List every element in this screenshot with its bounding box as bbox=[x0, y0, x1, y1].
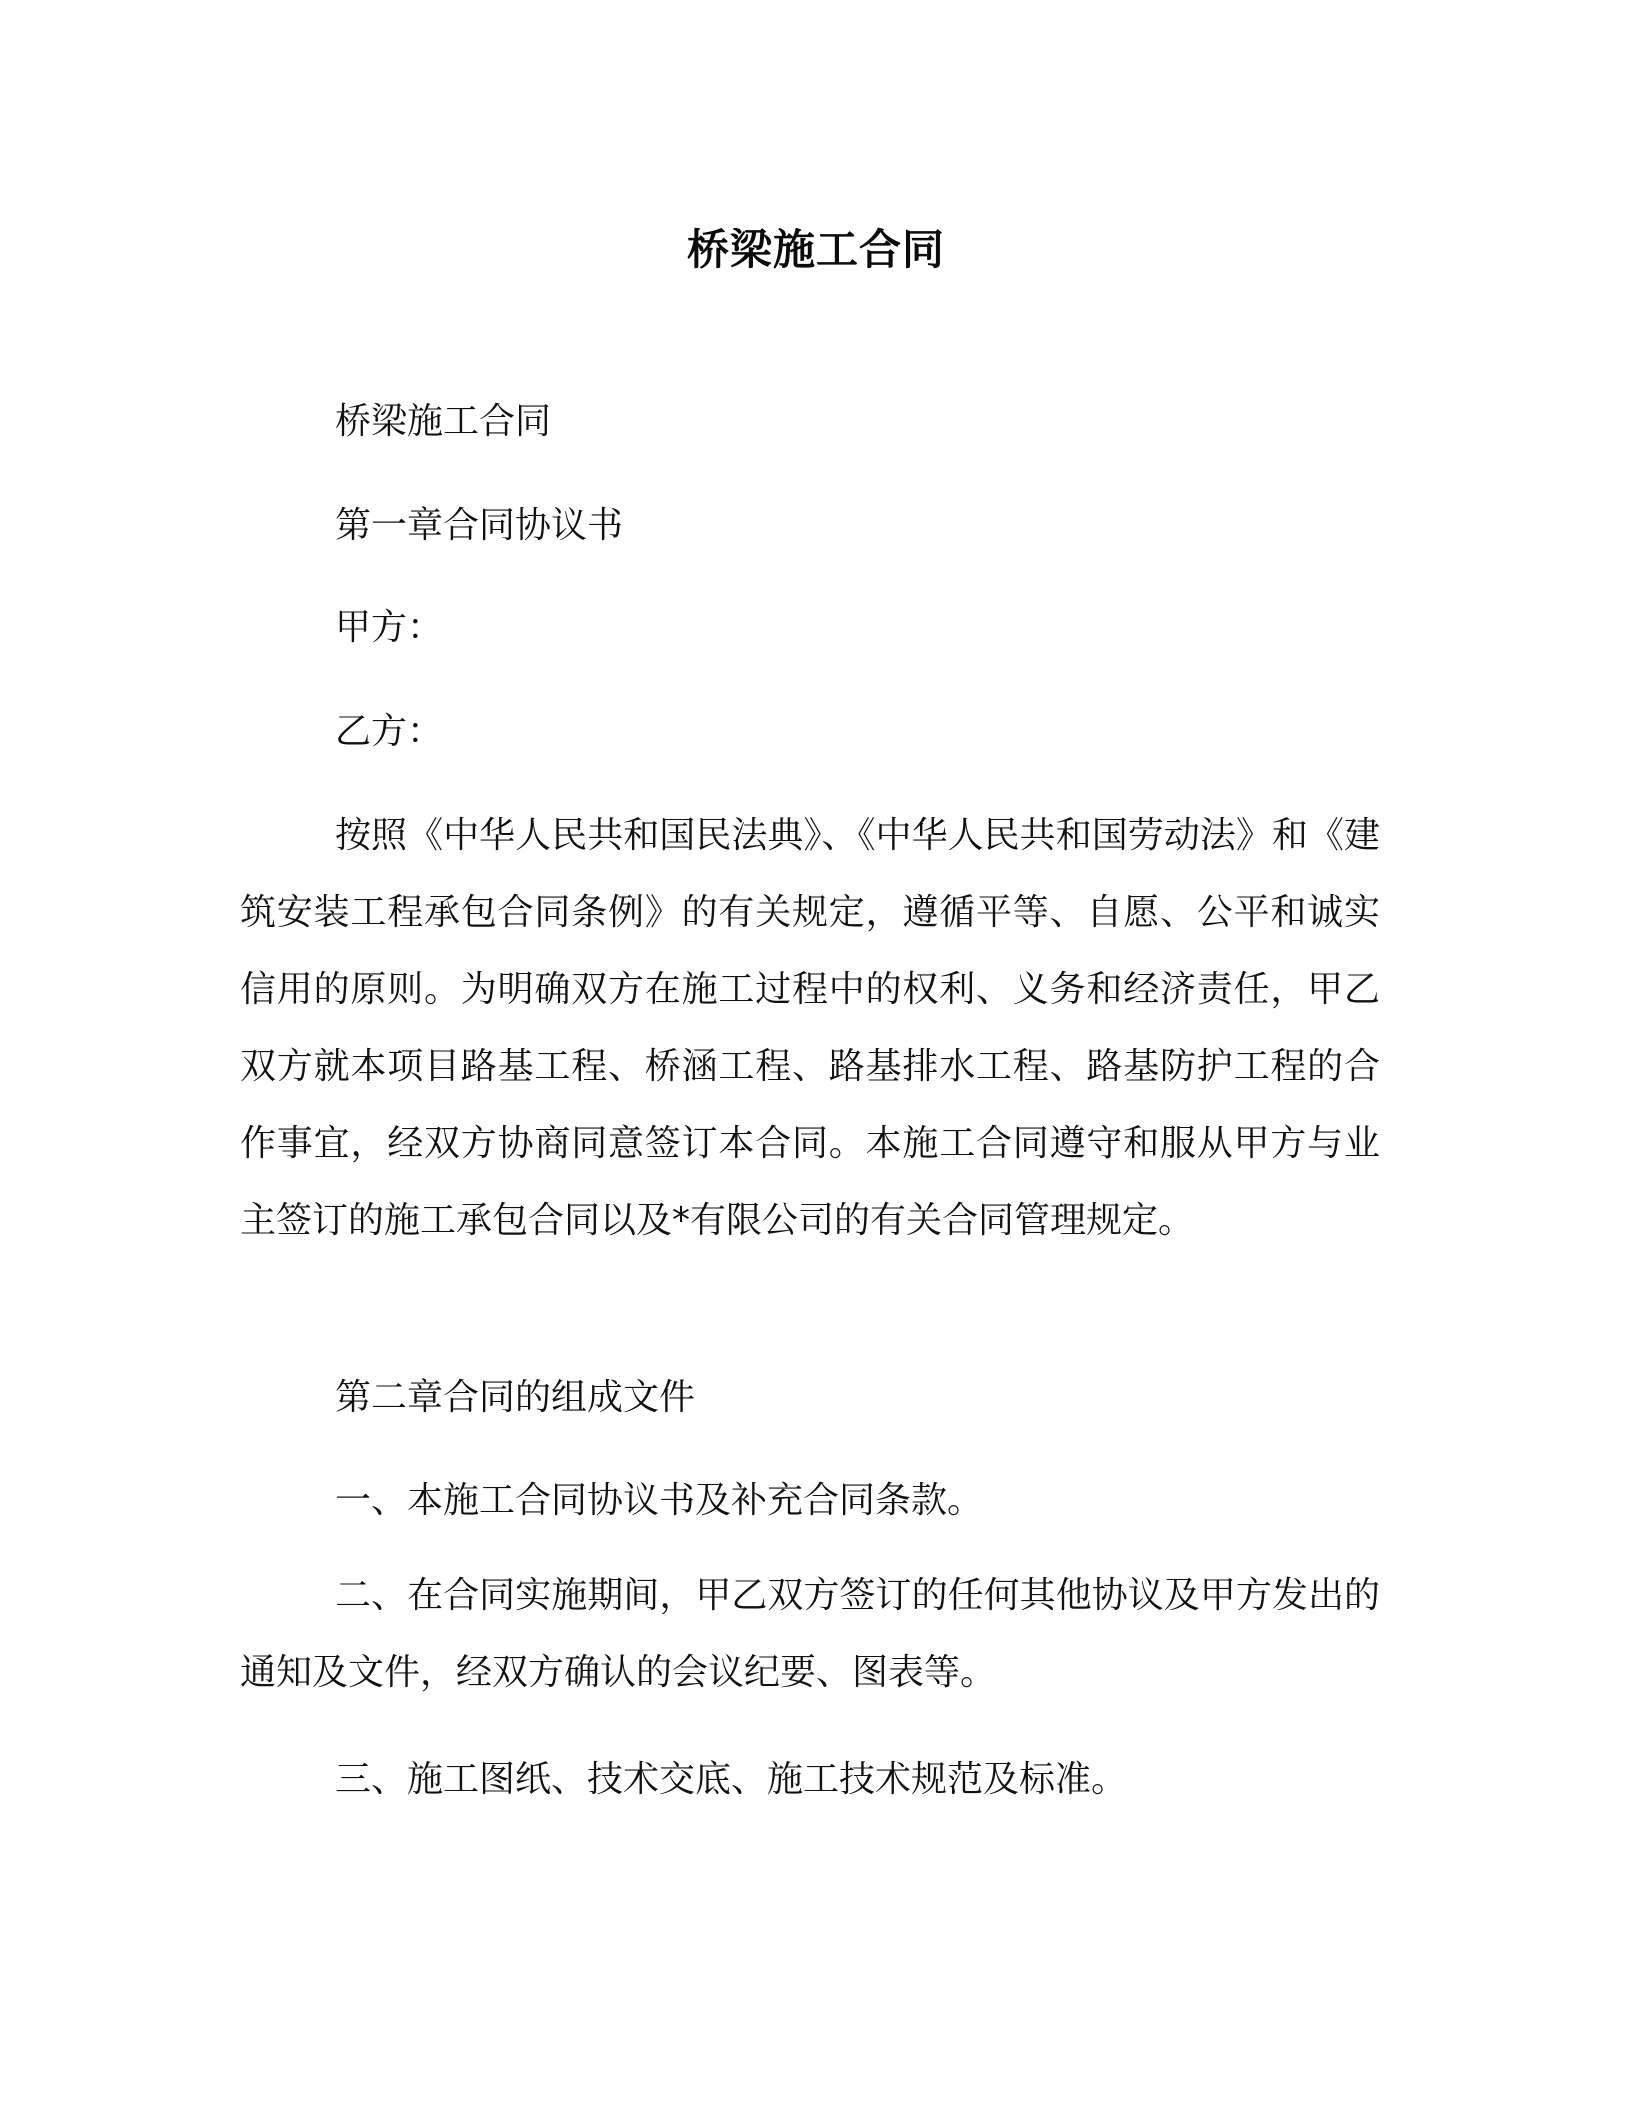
contract-item-1: 一、本施工合同协议书及补充合同条款。 bbox=[335, 1480, 984, 1521]
party-a-label: 甲方： bbox=[335, 607, 444, 648]
chapter-2-heading: 第二章合同的组成文件 bbox=[335, 1377, 696, 1418]
document-title: 桥梁施工合同 bbox=[686, 225, 945, 274]
party-b-label: 乙方： bbox=[335, 711, 444, 752]
subtitle: 桥梁施工合同 bbox=[335, 401, 552, 442]
chapter-1-heading: 第一章合同协议书 bbox=[335, 505, 624, 546]
preamble-paragraph: 按照《中华人民共和国民法典》、《中华人民共和国劳动法》和《建筑安装工程承包合同条例》的有关规定，遵循平等、自愿、公平和诚实信用的原则。为明确双方在施工过程中的权利、义务和经济责任，甲乙双方就本项目路基工程、桥涵工程、路基排水工程、路基防护工程的合作事宜，经双方协商同意签订本合同。本施工合同遵守和服从甲方与业主签订的施工承包合同以及*有限公司的有关合同管理规定。 bbox=[240, 815, 1380, 1241]
contract-item-3: 三、施工图纸、技术交底、施工技术规范及标准。 bbox=[335, 1759, 1128, 1800]
contract-item-2: 二、在合同实施期间，甲乙双方签订的任何其他协议及甲方发出的通知及文件，经双方确认的会议纪要、图表等。 bbox=[240, 1575, 1380, 1693]
